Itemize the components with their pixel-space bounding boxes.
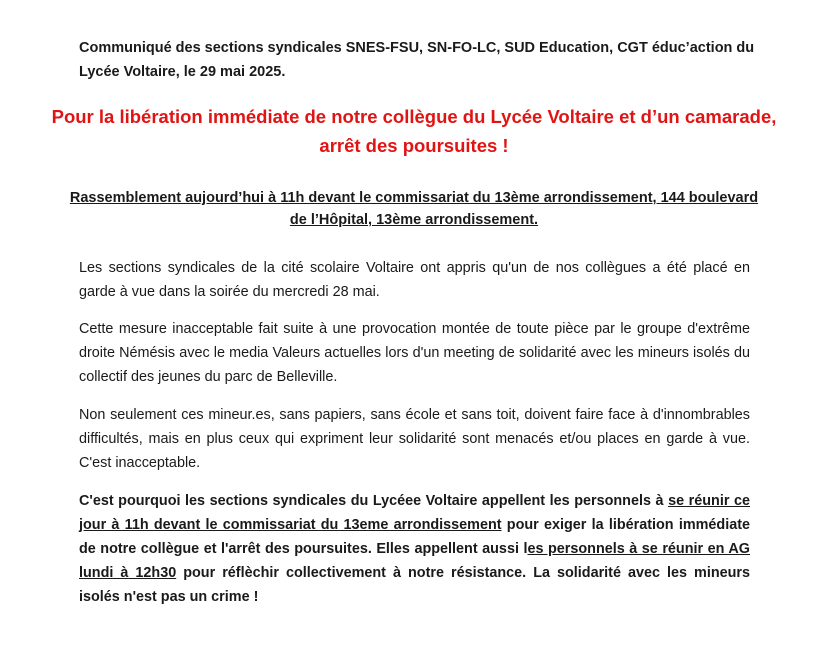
p4-text-2: pour exiger la libération immédiate de notre collègue et l'arrêt des poursuites. Elles appellent aussi l [79, 517, 751, 557]
paragraph-1: Les sections syndicales de la cité scolaire Voltaire ont appris qu'un de nos collègues a été placé en garde à vue dans la soirée du mercredi 28 mai. [79, 260, 750, 300]
rally-announcement: Rassemblement aujourd’hui à 11h devant le commissariat du 13ème arrondissement, 144 boulevard de l’Hôpital, 13ème arrondissement. [69, 190, 759, 228]
paragraph-3: Non seulement ces mineur.es, sans papiers, sans école et sans toit, doivent faire face à d'innombrables difficultés, mais en plus ceux qui expriment leur solidarité sont menacés et/ou places en garde à vue. C'est inacceptable. [79, 407, 750, 471]
p4-underlined-ag: es personnels à se réunir en AG lundi à 12h30 [79, 541, 750, 581]
p4-text-3: pour réflèchir collectivement à notre résistance. La solidarité avec les mineurs isolés n'est pas un crime ! [79, 565, 751, 605]
p4-underlined-gathering: se réunir ce jour à 11h devant le commissariat du 13eme arrondissement [79, 493, 750, 533]
headline-title: Pour la libération immédiate de notre collègue du Lycée Voltaire et d’un camarade, arrêt des poursuites ! [51, 106, 777, 156]
paragraph-4-call-to-action [79, 489, 750, 609]
communique-header: Communiqué des sections syndicales SNES-FSU, SN-FO-LC, SUD Education, CGT éduc’action du Lycée Voltaire, le 29 mai 2025. [79, 40, 755, 80]
paragraph-2: Cette mesure inacceptable fait suite à une provocation montée de toute pièce par le groupe d'extrême droite Némésis avec le media Valeurs actuelles lors d'un meeting de solidarité avec les mineurs isolés du collectif des jeunes du parc de Belleville. [79, 321, 750, 385]
p4-text-1: C'est pourquoi les sections syndicales du Lycéee Voltaire appellent les personnels à [79, 493, 669, 509]
